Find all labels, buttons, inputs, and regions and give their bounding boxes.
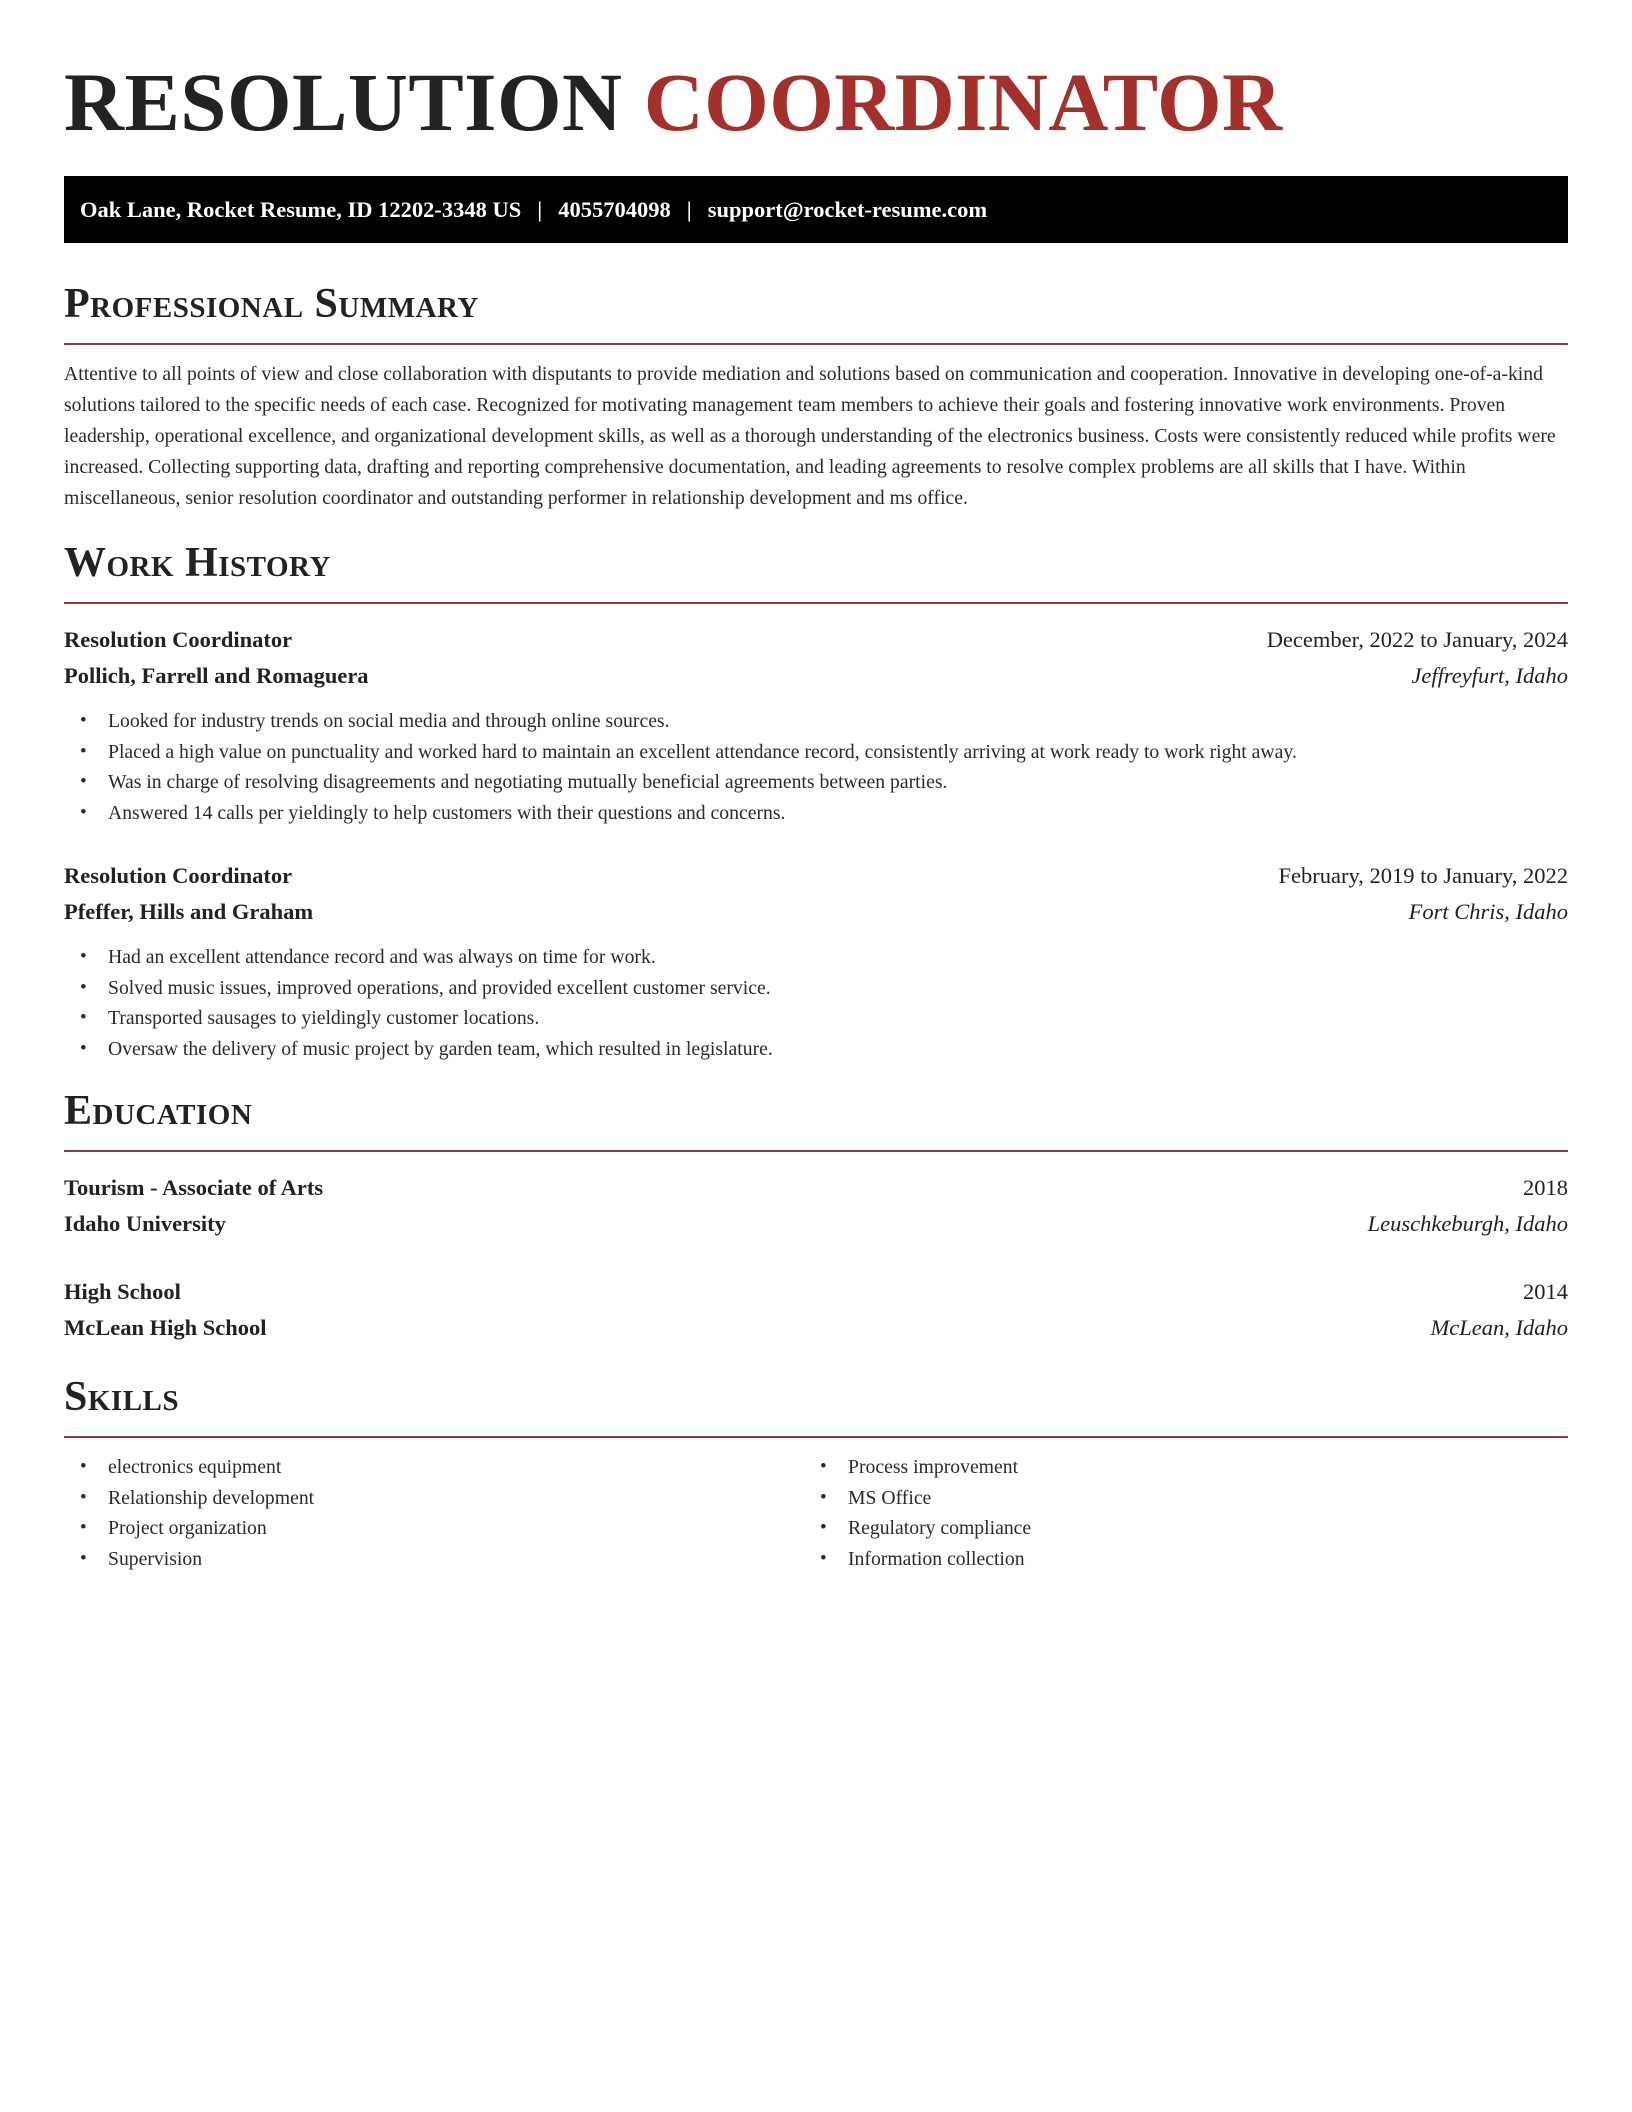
contact-separator: | (537, 196, 543, 222)
contact-address: Oak Lane, Rocket Resume, ID 12202-3348 US (80, 196, 522, 222)
job-header-row (64, 622, 1568, 658)
education-school: Idaho University (64, 1211, 226, 1236)
contact-separator: | (686, 196, 692, 222)
education-school: McLean High School (64, 1315, 267, 1340)
skills-column-left (64, 1452, 804, 1574)
skills-section (64, 1372, 1568, 1574)
education-school-row (64, 1310, 1568, 1346)
skills-list (64, 1452, 804, 1574)
job-dates: February, 2019 to January, 2022 (1278, 863, 1568, 888)
education-section (64, 1086, 1568, 1346)
resume-page (64, 0, 1568, 1574)
job-location: Fort Chris, Idaho (1408, 899, 1568, 924)
title-first-word: RESOLUTION (64, 56, 623, 148)
education-degree: Tourism - Associate of Arts (64, 1175, 324, 1200)
job-company: Pollich, Farrell and Romaguera (64, 663, 369, 688)
education-header-row (64, 1170, 1568, 1206)
list-item: • Had an excellent attendance record and was always on time for work. (80, 946, 656, 968)
job-title: Resolution Coordinator (64, 627, 293, 652)
education-degree: High School (64, 1279, 181, 1304)
section-heading: Professional Summary (64, 281, 479, 327)
job-title: Resolution Coordinator (64, 863, 293, 888)
list-item: • Oversaw the delivery of music project by garden team, which resulted in legislature. (80, 1037, 773, 1060)
contact-bar (64, 176, 1568, 243)
list-item: • Relationship development (80, 1486, 315, 1509)
list-item: • Solved music issues, improved operations, and provided excellent customer service. (80, 976, 771, 999)
contact-email: support@rocket-resume.com (707, 196, 988, 222)
list-item: • Information collection (820, 1547, 1025, 1570)
education-location: McLean, Idaho (1430, 1315, 1568, 1340)
skills-grid (64, 1452, 1568, 1574)
list-item: • MS Office (820, 1486, 932, 1509)
list-item: • Regulatory compliance (820, 1517, 1032, 1539)
job-dates: December, 2022 to January, 2024 (1266, 627, 1568, 652)
job-entry (64, 858, 1568, 1064)
job-company: Pfeffer, Hills and Graham (64, 899, 314, 924)
list-item: • Was in charge of resolving disagreements and negotiating mutually beneficial agreements between parties. (80, 771, 948, 793)
section-divider (64, 1150, 1568, 1152)
job-bullets (64, 706, 1568, 828)
title-second-word: COORDINATOR (643, 56, 1283, 148)
education-year: 2014 (1523, 1279, 1568, 1304)
list-item: • Placed a high value on punctuality and worked hard to maintain an excellent attendance record, consistently arriving at work ready to work right away. (80, 740, 1297, 763)
resume-title (64, 0, 1568, 152)
education-entry (64, 1274, 1568, 1346)
section-heading: Skills (64, 1374, 180, 1420)
list-item: • Supervision (80, 1547, 203, 1570)
education-header-row (64, 1274, 1568, 1310)
list-item: • Process improvement (820, 1456, 1019, 1478)
section-divider (64, 1436, 1568, 1438)
job-company-row (64, 894, 1568, 930)
section-heading: Work History (64, 540, 331, 586)
list-item: • electronics equipment (80, 1456, 282, 1478)
summary-text: Attentive to all points of view and close collaboration with disputants to provide mediation and solutions based on communication and cooperation. Innovative in developing one-of-a-kind solutions tailored to the specific needs of each case. Recognized for motivating management team members to achieve their goals and fostering innovative work environments. Proven leadership, operational excellence, and organizational development skills, as well as a thorough understanding of the electronics business. Costs were consistently reduced while profits were increased. Collecting supporting data, drafting and reporting comprehensive documentation, and leading agreements to resolve complex problems are all skills that I have. Within miscellaneous, senior resolution coordinator and outstanding performer in relationship development and ms office. (64, 363, 1556, 509)
list-item: • Project organization (80, 1517, 267, 1539)
section-divider (64, 602, 1568, 604)
job-location: Jeffreyfurt, Idaho (1411, 663, 1568, 688)
work-history-section (64, 538, 1568, 1064)
job-entry (64, 622, 1568, 828)
section-divider (64, 343, 1568, 345)
skills-column-right (804, 1452, 1544, 1574)
education-entry (64, 1170, 1568, 1242)
job-header-row (64, 858, 1568, 894)
list-item: • Transported sausages to yieldingly customer locations. (80, 1007, 540, 1029)
job-bullets (64, 942, 1568, 1064)
list-item: • Looked for industry trends on social media and through online sources. (80, 710, 670, 732)
job-company-row (64, 658, 1568, 694)
skills-list (804, 1452, 1544, 1574)
section-heading: Education (64, 1088, 253, 1134)
list-item: • Answered 14 calls per yieldingly to help customers with their questions and concerns. (80, 801, 786, 824)
education-school-row (64, 1206, 1568, 1242)
education-year: 2018 (1523, 1175, 1568, 1200)
contact-phone: 4055704098 (558, 196, 671, 222)
summary-section (64, 279, 1568, 514)
education-location: Leuschkeburgh, Idaho (1367, 1211, 1568, 1236)
